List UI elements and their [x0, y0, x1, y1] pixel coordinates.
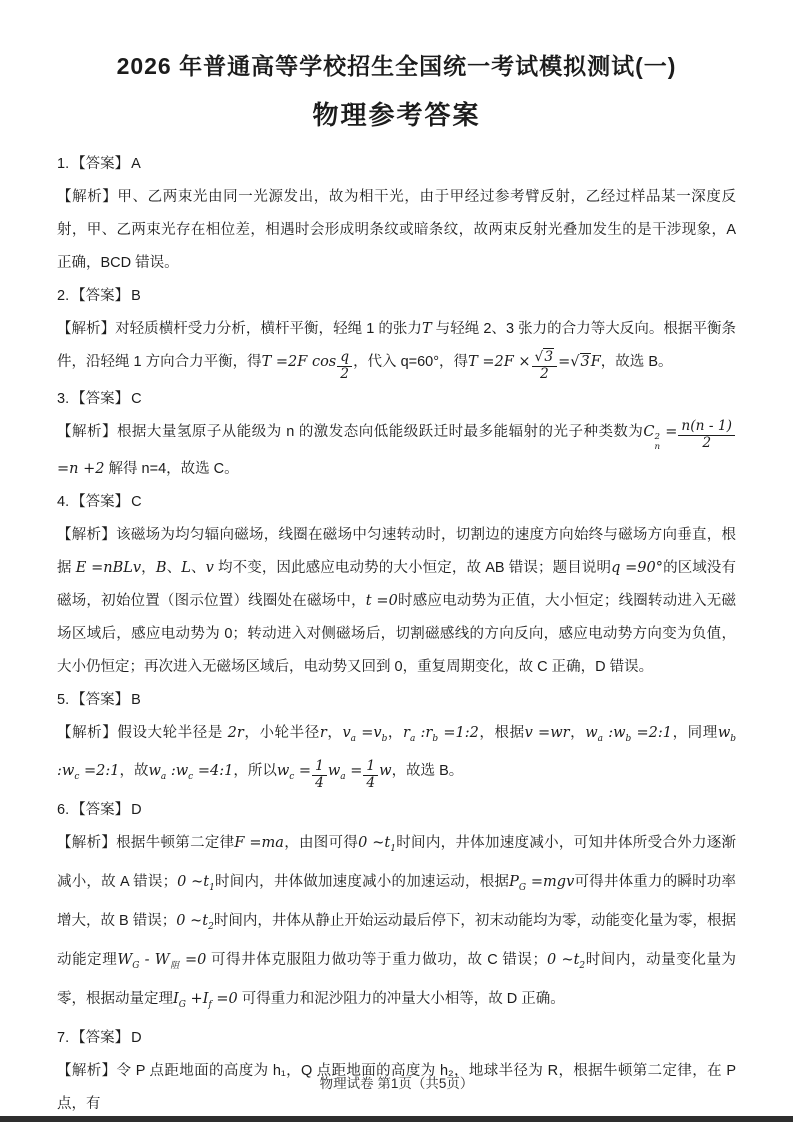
text-run: 的区域没有磁场，初始位置（图示位置）线圈处在磁场中， [57, 559, 737, 609]
math-run: 0 ~ [547, 952, 574, 969]
answer-letter: C [131, 390, 142, 407]
answer-letter: D [131, 1029, 142, 1046]
math-subscript: $W_G$ [117, 952, 140, 971]
exam-title: 2026 年普通高等学校招生全国统一考试模拟测试(一) [116, 53, 677, 79]
math-run: w [379, 763, 392, 780]
math-run: L [181, 559, 191, 576]
scan-edge-bar [0, 1116, 793, 1122]
analysis-label: 【解析】 [57, 526, 117, 543]
text-run: 、 [190, 559, 206, 576]
math-subscript: $I_f$ [202, 990, 212, 1010]
math-run: 0 ~ [177, 874, 204, 891]
math-run: T [421, 321, 432, 337]
answer-label: 【答案】 [71, 802, 130, 819]
text-run: 与轻绳 2、3 张力的合力等大反向。根据平衡条件，沿轻绳 1 方向合力平衡，得 [57, 321, 737, 370]
question-explanation [57, 827, 736, 1021]
math-run: r [319, 724, 327, 741]
text-run: 解得 n=4，故选 C。 [104, 460, 239, 477]
text-run: 、 [166, 559, 182, 576]
math-subscript: $t_2$ [202, 913, 214, 933]
answer-letter: B [131, 288, 141, 304]
math-run: = [558, 354, 571, 370]
math-run: =1:2 [438, 724, 479, 741]
math-run: F =ma [234, 835, 284, 852]
text-run: 可得井体重力的瞬时功率增大，故 B 错误； [57, 874, 737, 930]
analysis-label: 【解析】 [57, 724, 118, 741]
text-run: 根据大量氢原子从能级为 n 的激发态向低能级跃迁时最多能辐射的光子种类数为 [116, 423, 644, 440]
text-run: ，同理 [672, 724, 718, 741]
math-subscript: $w_b$ [613, 724, 632, 744]
text-run: 时间内，井体做加速度减小的加速运动，根据 [214, 874, 510, 891]
question-number: 5. [57, 691, 70, 708]
question-block [57, 684, 741, 795]
math-subscript: $I_G$ [173, 990, 186, 1010]
answer-label: 【答案】 [71, 390, 130, 407]
math-subscript: $r_b$ [425, 724, 439, 744]
text-run: ，故 [119, 763, 149, 780]
math-run: v [205, 559, 214, 576]
text-run: 根据牛顿第二定律 [116, 835, 235, 852]
math-run: F [590, 354, 601, 370]
math-supsub: C 2 n [643, 423, 661, 453]
text-run: ， [387, 724, 404, 741]
text-run: ，故选 B。 [391, 763, 464, 780]
question-answer-line [57, 486, 736, 519]
question-number: 3. [57, 390, 70, 407]
math-run: t =0 [365, 592, 398, 609]
math-subscript: $P_G$ [509, 874, 527, 894]
analysis-label: 【解析】 [57, 1062, 117, 1079]
math-run: : [57, 724, 741, 780]
math-run: =2:1 [631, 724, 672, 741]
question-answer-line [57, 280, 736, 313]
text-run: 时间内，井体从静止开始运动最后停下，初末动能均为零，动能变化量为零，根据动能定理 [57, 913, 737, 969]
math-subscript: $t_2$ [573, 952, 586, 971]
sqrt: √3 [570, 354, 590, 370]
math-run: = [294, 763, 312, 780]
question-block [57, 280, 736, 383]
page-footer: 物理试卷 第1页（共5页） [319, 1076, 474, 1091]
fraction: $\frac{1}{4}$ [311, 763, 328, 779]
math-run: : [603, 724, 614, 741]
fraction: $\frac{√3}{2}$ [531, 354, 559, 370]
answer-label: 【答案】 [71, 493, 130, 510]
analysis-label: 【解析】 [57, 189, 118, 205]
question-explanation [57, 181, 736, 280]
analysis-label: 【解析】 [57, 835, 117, 852]
math-subscript: $w_c$ [175, 763, 194, 783]
fraction: $\frac{n(n - 1)}{2}$ [677, 424, 736, 440]
question-block [57, 148, 736, 280]
math-run: : [166, 763, 176, 780]
question-explanation [57, 717, 741, 795]
question-answer-line [57, 148, 736, 181]
answer-letter: A [131, 156, 141, 172]
text-run: ，所以 [233, 763, 277, 780]
analysis-label: 【解析】 [57, 321, 116, 337]
question-answer-line [57, 794, 736, 827]
math-run: 0 ~ [358, 835, 385, 852]
answer-letter: D [131, 802, 142, 819]
answer-letter: C [131, 493, 142, 510]
text-run: 时间内，动量变化量为零，根据动量定理 [57, 952, 737, 1007]
fraction: $\frac{q}{2}$ [336, 354, 353, 370]
question-block [57, 794, 736, 1021]
text-run: ，小轮半径 [243, 724, 320, 741]
math-run: q =90° [611, 559, 663, 576]
text-run: 对轻质横杆受力分析，横杆平衡，轻绳 1 的张力 [115, 321, 422, 337]
answer-label: 【答案】 [71, 288, 130, 304]
answer-letter: B [131, 691, 141, 708]
question-answer-line [57, 684, 736, 717]
answer-label: 【答案】 [71, 1029, 130, 1046]
math-run: T =2F × [468, 354, 531, 370]
question-number: 4. [57, 493, 70, 510]
math-subscript: $w_a$ [327, 763, 346, 783]
math-run: =n +2 [57, 423, 741, 477]
math-run: v =wr [524, 724, 570, 741]
text-run: 时间内，井体加速度减小，可知井体所受合外力逐渐减小，故 A 错误； [57, 835, 737, 891]
question-number: 6. [57, 802, 70, 819]
text-run: ， [141, 559, 156, 576]
math-subscript: $w_a$ [585, 724, 604, 744]
math-subscript: $v_a$ [342, 724, 357, 744]
answer-label: 【答案】 [71, 156, 130, 172]
math-subscript: $w_b$ [717, 724, 737, 744]
math-subscript: $t_1$ [384, 835, 396, 855]
analysis-label: 【解析】 [57, 423, 117, 440]
math-run: =2:1 [79, 763, 120, 780]
math-run: =0 [211, 990, 238, 1007]
text-run: 甲、乙两束光由同一光源发出，故为相干光，由于甲经过参考臂反射，乙经过样品某一深度反射，甲、乙两束光存在相位差，相遇时会形成明条纹或暗条纹，故两束反射光叠加发生的是干涉现象，A 正确，BCD 错误。 [57, 189, 737, 271]
answer-sheet-title: 物理参考答案 [312, 100, 481, 130]
text-run: ，根据 [478, 724, 525, 741]
question-block [57, 486, 736, 684]
text-run: ， [569, 724, 586, 741]
text-run: 令 P 点距地面的高度为 h₁，Q 点距地面的高度为 h₂，地球半径为 R，根据牛顿第二定律，在 P 点，有 [57, 1062, 737, 1112]
math-run: = [345, 763, 363, 780]
question-answer-line [57, 1022, 736, 1055]
text-run: ，故选 B。 [600, 354, 673, 370]
math-subscript: $v_b$ [373, 724, 388, 744]
text-run: 均不变，因此感应电动势的大小恒定，故 AB 错误；题目说明 [213, 559, 612, 576]
questions-list [57, 148, 741, 1121]
math-run: T =2F cos [261, 354, 337, 370]
text-run: 假设大轮半径是 [117, 724, 228, 741]
question-number: 1. [57, 156, 70, 172]
question-explanation [57, 519, 736, 684]
math-subscript: $W_阻$ [154, 952, 180, 971]
math-run: = [356, 724, 374, 741]
math-subscript: $w_a$ [148, 763, 167, 783]
text-run: ， [326, 724, 343, 741]
text-run: ，由图可得 [283, 835, 359, 852]
math-subscript: $t_1$ [203, 874, 215, 894]
text-run: 该磁场为均匀辐向磁场，线圈在磁场中匀速转动时，切割边的速度方向始终与磁场方向垂直，根据 [57, 526, 737, 576]
math-subscript: $w_c$ [61, 763, 80, 783]
question-explanation [57, 313, 736, 383]
question-number: 2. [57, 288, 70, 304]
text-run: 时感应电动势为正值，大小恒定；线圈转动进入无磁场区域后，感应电动势为 0；转动进入对侧磁场后，切割磁感线的方向反向，感应电动势方向变为负值，大小仍恒定；再次进入无磁场区域后，电动势又回到 0，重复周期变化，故 C 正确，D 错误。 [57, 592, 737, 675]
text-run: 可得井体克服阻力做功等于重力做功，故 C 错误； [206, 952, 548, 969]
fraction: $\frac{1}{4}$ [362, 763, 379, 779]
text-run: ，代入 q=60°，得 [353, 354, 469, 370]
math-run: E =nBLv [75, 559, 142, 576]
math-run: 0 ~ [176, 913, 203, 930]
question-block [57, 383, 741, 486]
math-subscript: $r_a$ [403, 724, 416, 744]
math-subscript: $w_c$ [276, 763, 295, 783]
math-run: = [660, 423, 678, 440]
math-run: : [415, 724, 426, 741]
answer-label: 【答案】 [71, 691, 130, 708]
question-answer-line [57, 383, 736, 416]
text-run: 可得重力和泥沙阻力的冲量大小相等，故 D 正确。 [237, 990, 565, 1007]
math-run: B [155, 559, 167, 576]
math-run: =0 [179, 952, 207, 969]
math-run: =4:1 [193, 763, 234, 780]
question-explanation [57, 416, 741, 486]
math-run: =mgv [526, 874, 575, 891]
math-run: - [139, 952, 155, 969]
math-run: 2r [227, 724, 244, 741]
math-run: + [185, 990, 203, 1007]
question-number: 7. [57, 1029, 70, 1046]
